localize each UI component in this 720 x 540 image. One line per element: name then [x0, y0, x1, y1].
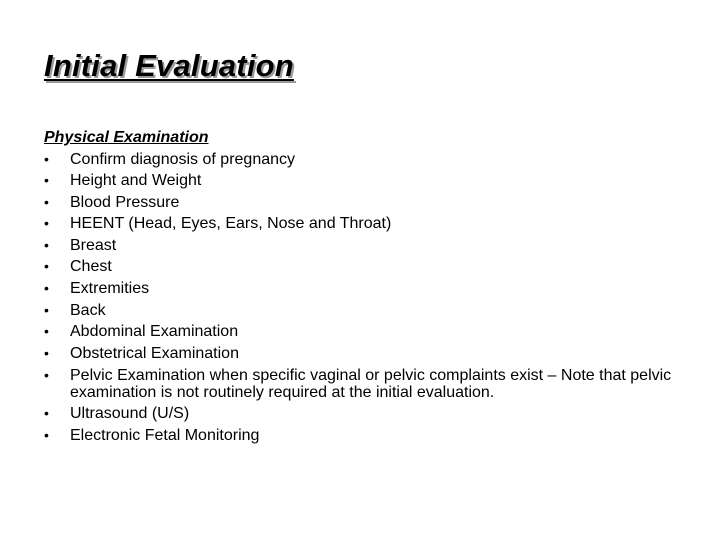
list-item	[44, 403, 684, 425]
bullet-icon: •	[44, 215, 49, 232]
bullet-icon: •	[44, 405, 49, 422]
list-item-text: Extremities	[70, 280, 150, 298]
bullet-list	[44, 149, 684, 447]
list-item-text: Blood Pressure	[70, 193, 180, 211]
list-item-text: HEENT (Head, Eyes, Ears, Nose and Throat)	[70, 215, 392, 233]
list-item	[44, 321, 684, 343]
list-item-text: Electronic Fetal Monitoring	[70, 426, 260, 444]
list-item-text: Back	[70, 301, 106, 319]
bullet-icon: •	[44, 193, 49, 210]
list-item-text: Breast	[70, 236, 117, 254]
bullet-icon: •	[44, 366, 49, 383]
bullet-icon: •	[44, 150, 49, 167]
list-item-text: Obstetrical Examination	[70, 344, 239, 362]
list-item	[44, 213, 684, 235]
list-item-text: Chest	[70, 258, 112, 276]
bullet-icon: •	[44, 172, 49, 189]
bullet-icon: •	[44, 258, 49, 275]
bullet-icon: •	[44, 236, 49, 253]
list-item	[44, 278, 684, 300]
slide-title: Initial Evaluation	[44, 48, 294, 83]
list-item-text: Height and Weight	[70, 172, 202, 190]
bullet-icon: •	[44, 280, 49, 297]
list-item	[44, 300, 684, 322]
slide-content	[44, 127, 684, 446]
list-item	[44, 425, 684, 447]
bullet-icon: •	[44, 426, 49, 443]
bullet-icon: •	[44, 301, 49, 318]
section-heading: Physical Examination	[44, 129, 209, 146]
list-item-text: Abdominal Examination	[70, 323, 239, 341]
list-item-text: Confirm diagnosis of pregnancy	[70, 150, 296, 168]
list-item	[44, 192, 684, 214]
list-item	[44, 256, 684, 278]
bullet-icon: •	[44, 323, 49, 340]
list-item	[44, 149, 684, 171]
list-item	[44, 343, 684, 365]
list-item	[44, 235, 684, 257]
list-item-text: Pelvic Examination when specific vaginal or pelvic complaints exist – Note that pelvic examination is not routinely required at the initial evaluation.	[70, 366, 672, 401]
list-item-text: Ultrasound (U/S)	[70, 405, 190, 423]
bullet-icon: •	[44, 344, 49, 361]
list-item	[44, 170, 684, 192]
list-item	[44, 364, 684, 403]
